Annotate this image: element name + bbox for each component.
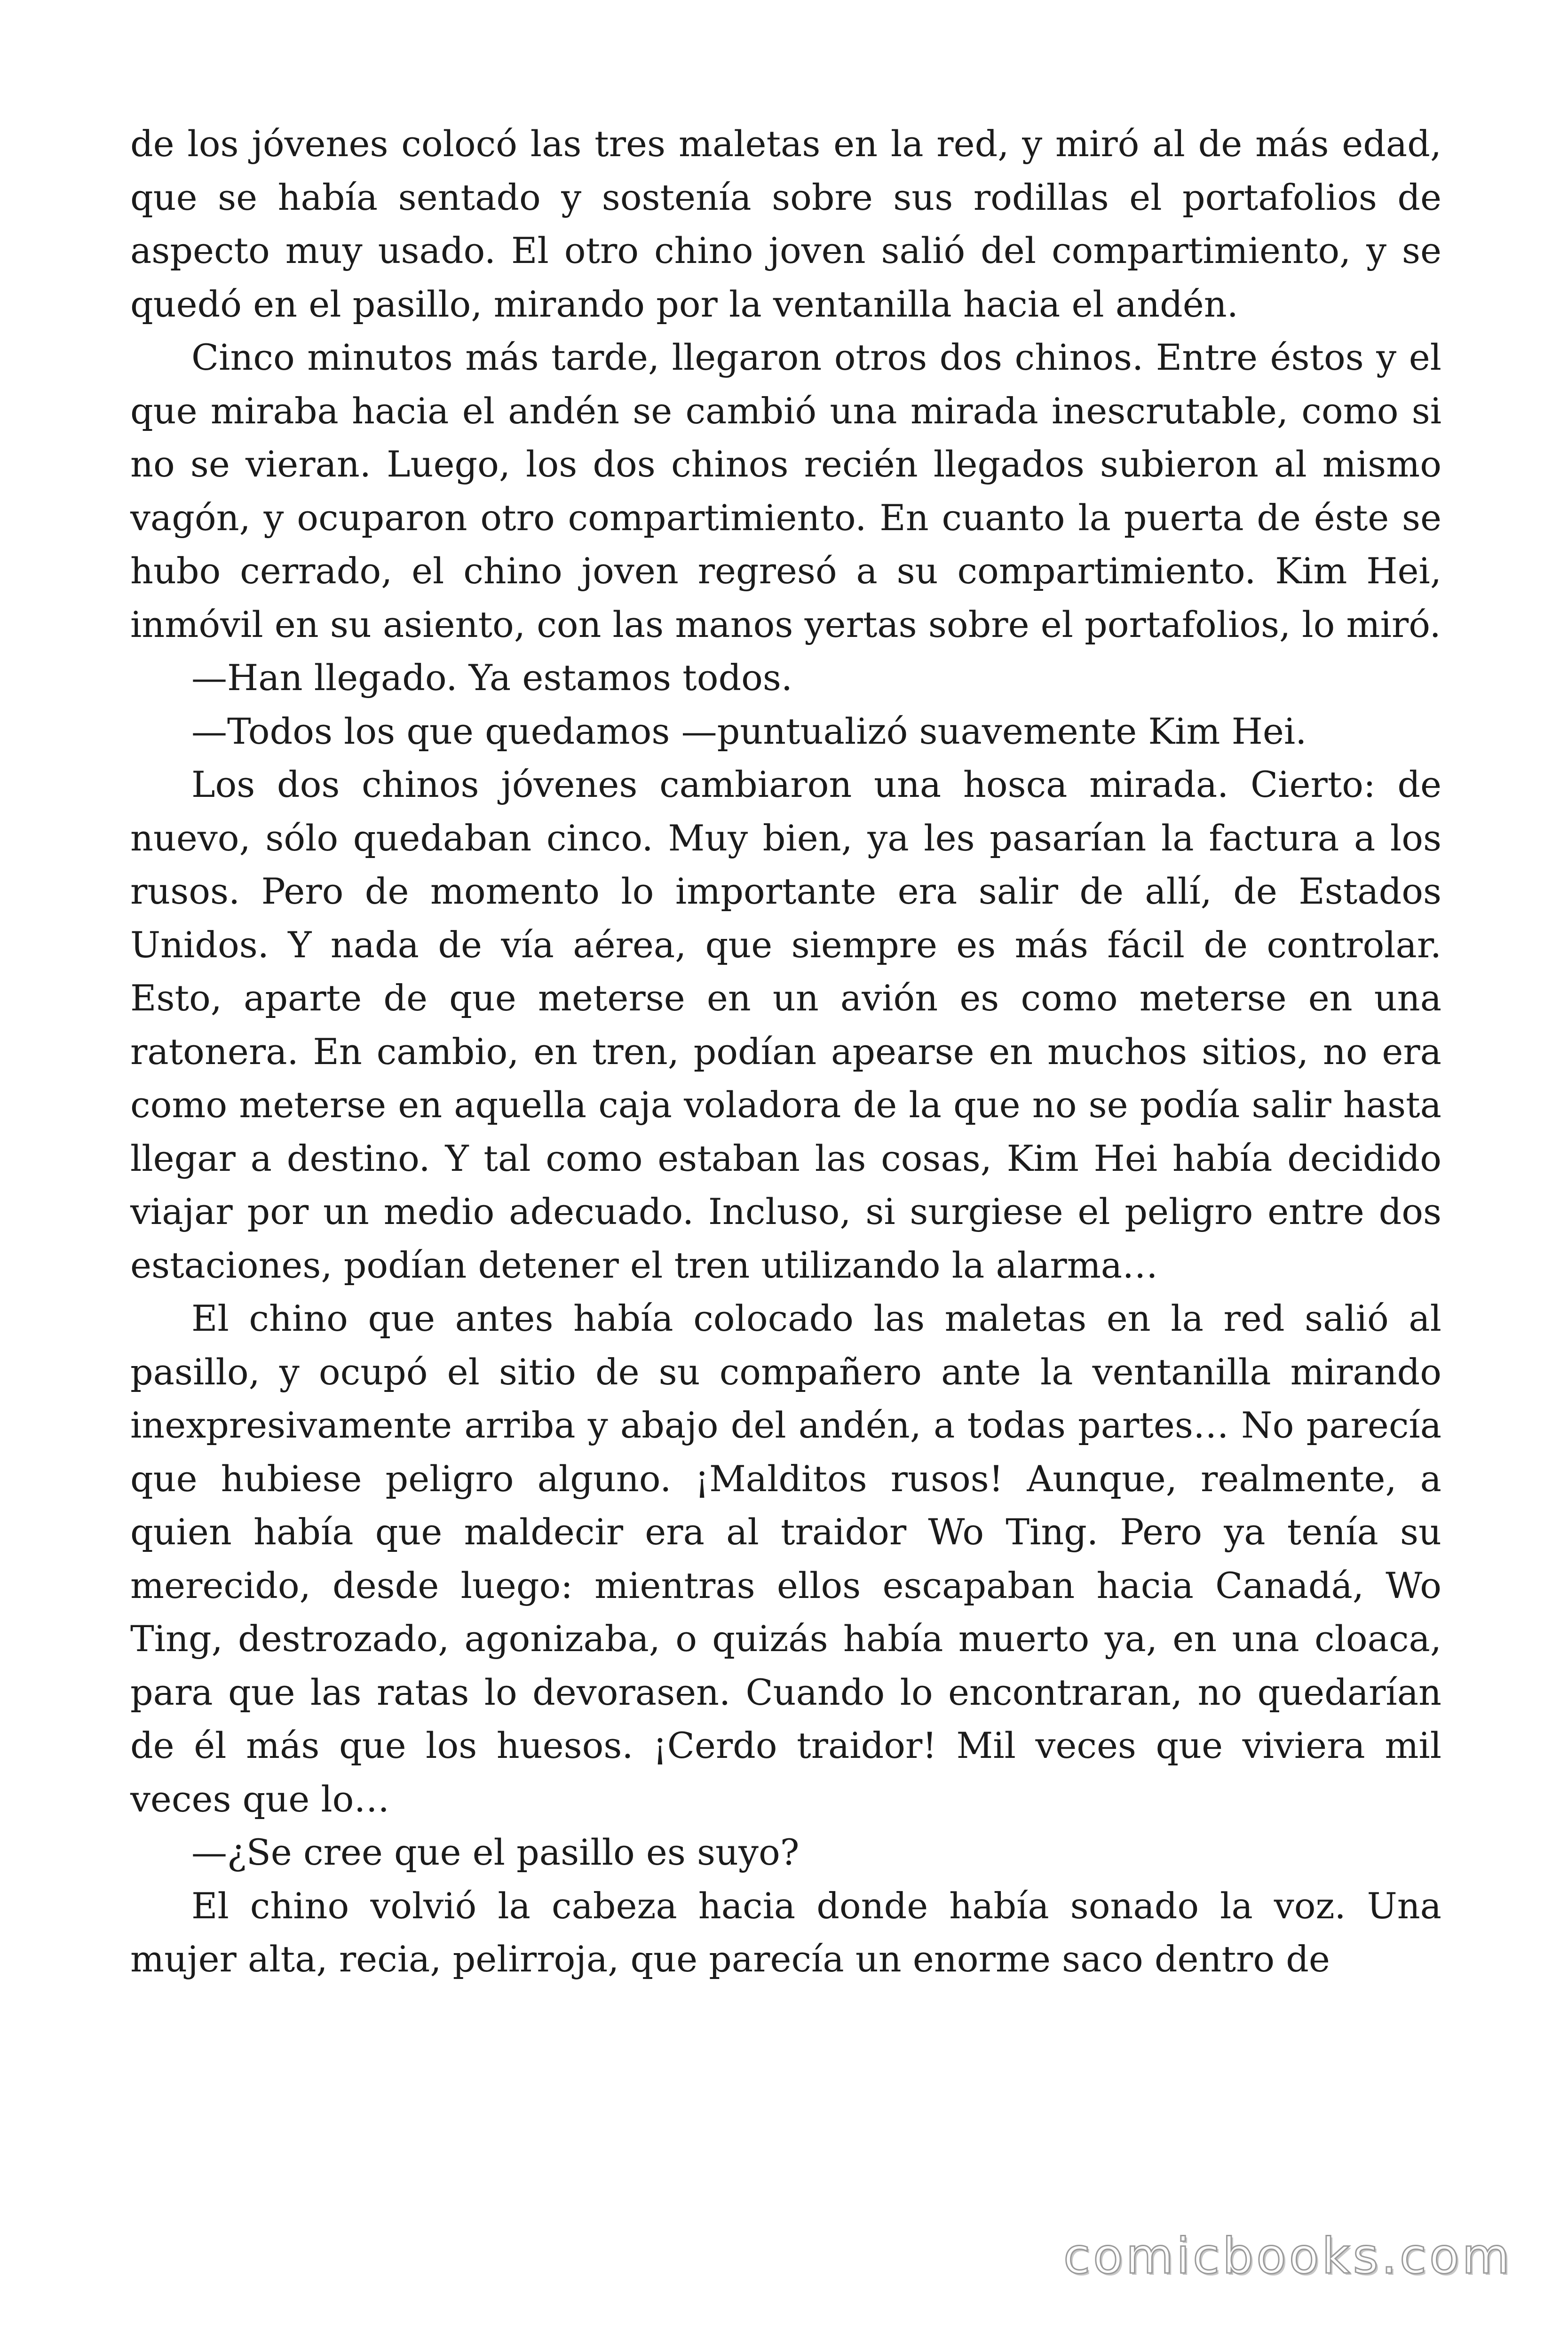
watermark: comicbooks.com xyxy=(1063,2227,1513,2285)
dialogue-line: —Han llegado. Ya estamos todos. xyxy=(191,657,793,699)
paragraph: Los dos chinos jóvenes cambiaron una hosca mirada. Cierto: de nuevo, sólo quedaban cinco. Muy bien, ya les pasarían la factura a los rusos. Pero de momento lo importante era salir de allí, de Estados Unidos. Y nada de vía aérea, que siempre es más fácil de controlar. Esto, aparte de que meterse en un avión es como meterse en una ratonera. En cambio, en tren, podían apearse en muchos sitios, no era como meterse en aquella caja voladora de la que no se podía salir hasta llegar a destino. Y tal como estaban las cosas, Kim Hei había decidido viajar por un medio adecuado. Incluso, si surgiese el peligro entre dos estaciones, podían detener el tren utilizando la alarma… xyxy=(130,763,1441,1286)
paragraph: El chino volvió la cabeza hacia donde había sonado la voz. Una mujer alta, recia, pelirroja, que parecía un enorme saco dentro de xyxy=(130,1884,1441,1980)
paragraph: de los jóvenes colocó las tres maletas en la red, y miró al de más edad, que se había sentado y sostenía sobre sus rodillas el portafolios de aspecto muy usado. El otro chino joven salió del compartimiento, y se quedó en el pasillo, mirando por la ventanilla hacia el andén. xyxy=(130,123,1441,325)
paragraph: Cinco minutos más tarde, llegaron otros dos chinos. Entre éstos y el que miraba hacia el andén se cambió una mirada inescrutable, como si no se vieran. Luego, los dos chinos recién llegados subieron al mismo vagón, y ocuparon otro compartimiento. En cuanto la puerta de éste se hubo cerrado, el chino joven regresó a su compartimiento. Kim Hei, inmóvil en su asiento, con las manos yertas sobre el portafolios, lo miró. xyxy=(130,336,1441,645)
dialogue-line: —Todos los que quedamos —puntualizó suavemente Kim Hei. xyxy=(191,710,1307,752)
dialogue-line: —¿Se cree que el pasillo es suyo? xyxy=(191,1831,800,1873)
paragraph: El chino que antes había colocado las maletas en la red salió al pasillo, y ocupó el sitio de su compañero ante la ventanilla mirando inexpresivamente arriba y abajo del andén, a todas partes… No parecía que hubiese peligro alguno. ¡Malditos rusos! Aunque, realmente, a quien había que maldecir era al traidor Wo Ting. Pero ya tenía su merecido, desde luego: mientras ellos escapaban hacia Canadá, Wo Ting, destrozado, agonizaba, o quizás había muerto ya, en una cloaca, para que las ratas lo devorasen. Cuando lo encontraran, no quedarían de él más que los huesos. ¡Cerdo traidor! Mil veces que viviera mil veces que lo… xyxy=(130,1297,1441,1820)
page-body xyxy=(130,117,1441,1986)
